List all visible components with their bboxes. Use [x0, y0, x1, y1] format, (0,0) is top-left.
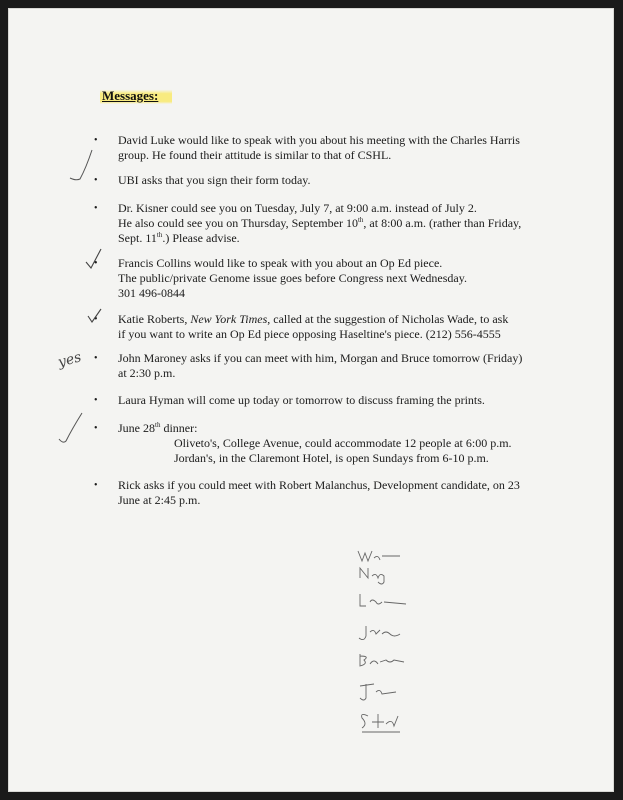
- list-item: [94, 256, 534, 301]
- checkmark-icon: [56, 411, 86, 445]
- bullet-icon: •: [94, 258, 98, 269]
- item-text: Laura Hyman will come up today or tomorrow to discuss framing the prints.: [118, 393, 485, 407]
- bullet-icon: •: [94, 395, 98, 406]
- bullet-icon: •: [94, 314, 98, 325]
- item-text: Jordan's, in the Claremont Hotel, is open Sundays from 6-10 p.m.: [174, 451, 489, 465]
- list-item: [94, 133, 534, 163]
- page-title: Messages:: [100, 88, 172, 104]
- item-text: Dr. Kisner could see you on Tuesday, July 7, at 9:00 a.m. instead of July 2.: [118, 201, 477, 215]
- item-text: group. He found their attitude is similar to that of CSHL.: [118, 148, 392, 162]
- superscript: th: [156, 231, 163, 239]
- list-item: [94, 173, 534, 188]
- item-text: , called at the suggestion of Nicholas Wade, to ask: [267, 312, 509, 326]
- item-text: June 28: [118, 421, 155, 435]
- item-text: Oliveto's, College Avenue, could accommodate 12 people at 6:00 p.m.: [174, 436, 512, 450]
- bullet-icon: •: [94, 175, 98, 186]
- superscript: th: [155, 421, 161, 429]
- list-item: [94, 421, 534, 466]
- superscript: th: [357, 216, 364, 224]
- item-text: June at 2:45 p.m.: [118, 493, 201, 507]
- item-text-italic: New York Times: [190, 312, 268, 326]
- item-text: at 2:30 p.m.: [118, 366, 176, 380]
- item-text: UBI asks that you sign their form today.: [118, 173, 311, 187]
- item-text: 301 496-0844: [118, 286, 185, 300]
- item-text: John Maroney asks if you can meet with him, Morgan and Bruce tomorrow (Friday): [118, 351, 523, 365]
- bullet-icon: •: [94, 423, 98, 434]
- checkmark-icon: [68, 148, 98, 183]
- item-text: The public/private Genome issue goes before Congress next Wednesday.: [118, 271, 467, 285]
- checkmark-icon: [84, 248, 104, 270]
- bullet-icon: •: [94, 203, 98, 214]
- handwritten-note: yes: [56, 349, 84, 371]
- item-text: if you want to write an Op Ed piece opposing Haseltine's piece. (212) 556-4555: [118, 327, 501, 341]
- item-text: .) Please advise.: [162, 231, 240, 245]
- item-text: David Luke would like to speak with you about his meeting with the Charles Harris: [118, 133, 520, 147]
- document-page: [8, 8, 614, 792]
- bullet-icon: •: [94, 480, 98, 491]
- list-item: [94, 312, 534, 342]
- bullet-icon: •: [94, 353, 98, 364]
- list-item: [94, 393, 534, 408]
- list-item: [94, 478, 534, 508]
- item-text: He also could see you on Thursday, September 10: [118, 216, 358, 230]
- item-text: , at 8:00 a.m. (rather than Friday,: [363, 216, 522, 230]
- bullet-icon: •: [94, 135, 98, 146]
- list-item: [94, 201, 534, 246]
- item-text: Katie Roberts,: [118, 312, 191, 326]
- item-text: dinner:: [160, 421, 198, 435]
- item-text: Sept. 11: [118, 231, 157, 245]
- checkmark-icon: [86, 307, 104, 325]
- list-item: [94, 351, 534, 381]
- handwritten-signatures: [356, 546, 426, 736]
- item-text: Francis Collins would like to speak with you about an Op Ed piece.: [118, 256, 443, 270]
- item-text: Rick asks if you could meet with Robert Malanchus, Development candidate, on 23: [118, 478, 520, 492]
